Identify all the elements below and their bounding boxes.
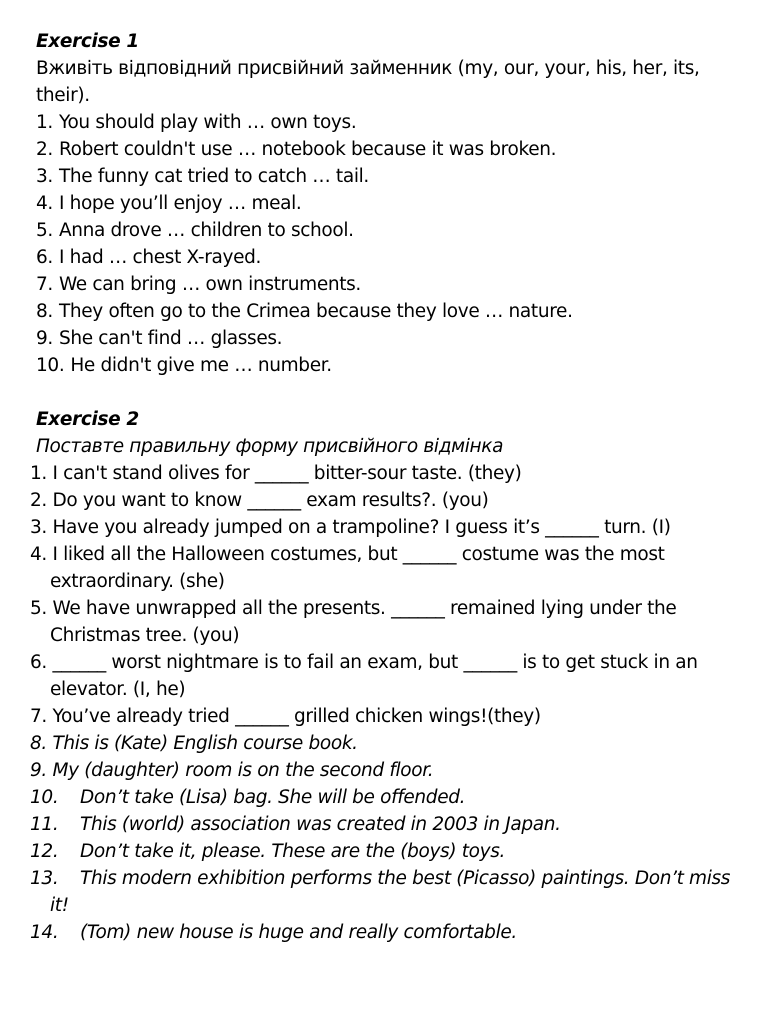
item-text: We can bring … own instruments. bbox=[58, 274, 361, 295]
list-item bbox=[30, 757, 751, 784]
item-number: 3. bbox=[30, 517, 47, 538]
item-text: My (daughter) room is on the second floor. bbox=[52, 760, 434, 781]
exercise-2-list bbox=[30, 460, 751, 946]
list-item bbox=[30, 811, 751, 838]
item-number: 2. bbox=[30, 490, 47, 511]
item-number: 6. bbox=[30, 652, 47, 673]
list-item bbox=[30, 784, 751, 811]
item-number: 1. bbox=[36, 112, 53, 133]
item-number: 7. bbox=[30, 706, 47, 727]
item-number: 9. bbox=[36, 328, 53, 349]
list-item bbox=[36, 298, 751, 325]
item-text: I hope you’ll enjoy … meal. bbox=[58, 193, 302, 214]
exercise-1-list bbox=[36, 109, 751, 379]
item-text: I liked all the Halloween costumes, but ______ costume was the most extraordinary. (she) bbox=[50, 544, 665, 592]
item-text: We have unwrapped all the presents. ______ remained lying under the Christmas tree. (you) bbox=[50, 598, 677, 646]
item-text: I had … chest X-rayed. bbox=[58, 247, 262, 268]
item-text: You’ve already tried ______ grilled chicken wings!(they) bbox=[52, 706, 541, 727]
item-number: 11. bbox=[30, 814, 59, 835]
exercise-1-instruction: Вживіть відповідний присвійний займенник (my, our, your, his, her, its, their). bbox=[36, 58, 700, 106]
item-number: 5. bbox=[36, 220, 53, 241]
item-text: She can't find … glasses. bbox=[58, 328, 283, 349]
item-number: 5. bbox=[30, 598, 47, 619]
exercise-2-title: Exercise 2 bbox=[36, 409, 139, 430]
list-item bbox=[30, 460, 751, 487]
item-number: 4. bbox=[36, 193, 53, 214]
list-item bbox=[36, 325, 751, 352]
item-text: This (world) association was created in 2003 in Japan. bbox=[80, 814, 561, 835]
item-number: 12. bbox=[30, 841, 59, 862]
item-number: 4. bbox=[30, 544, 47, 565]
item-text: Do you want to know ______ exam results?. (you) bbox=[52, 490, 489, 511]
item-number: 3. bbox=[36, 166, 53, 187]
item-text: This modern exhibition performs the best (Picasso) paintings. Don’t miss it! bbox=[50, 868, 731, 916]
item-text: The funny cat tried to catch … tail. bbox=[58, 166, 369, 187]
item-number: 14. bbox=[30, 922, 59, 943]
list-item bbox=[36, 271, 751, 298]
list-item bbox=[30, 838, 751, 865]
exercise-1 bbox=[36, 28, 751, 379]
item-number: 7. bbox=[36, 274, 53, 295]
list-item bbox=[30, 703, 751, 730]
item-text: Anna drove … children to school. bbox=[58, 220, 354, 241]
item-number: 10. bbox=[36, 355, 65, 376]
list-item bbox=[30, 595, 751, 649]
item-text: They often go to the Crimea because they love … nature. bbox=[58, 301, 573, 322]
item-text: He didn't give me … number. bbox=[70, 355, 332, 376]
list-item bbox=[30, 919, 751, 946]
list-item bbox=[36, 190, 751, 217]
section-spacer bbox=[36, 379, 751, 406]
exercise-1-title: Exercise 1 bbox=[36, 31, 139, 52]
item-number: 6. bbox=[36, 247, 53, 268]
item-text: Don’t take (Lisa) bag. She will be offended. bbox=[80, 787, 466, 808]
item-text: (Tom) new house is huge and really comfortable. bbox=[80, 922, 517, 943]
item-text: Have you already jumped on a trampoline? I guess it’s ______ turn. (I) bbox=[52, 517, 671, 538]
list-item bbox=[36, 217, 751, 244]
list-item bbox=[36, 352, 751, 379]
item-number: 13. bbox=[30, 868, 59, 889]
list-item bbox=[30, 514, 751, 541]
item-number: 10. bbox=[30, 787, 59, 808]
list-item bbox=[30, 865, 751, 919]
list-item bbox=[30, 541, 751, 595]
list-item bbox=[36, 163, 751, 190]
item-number: 8. bbox=[30, 733, 47, 754]
exercise-2-instruction: Поставте правильну форму присвійного відмінка bbox=[36, 436, 504, 457]
list-item bbox=[36, 244, 751, 271]
item-text: I can't stand olives for ______ bitter-sour taste. (they) bbox=[52, 463, 522, 484]
list-item bbox=[30, 649, 751, 703]
item-number: 9. bbox=[30, 760, 47, 781]
exercise-2 bbox=[30, 406, 751, 946]
item-text: Don’t take it, please. These are the (boys) toys. bbox=[80, 841, 506, 862]
list-item bbox=[30, 487, 751, 514]
list-item bbox=[36, 136, 751, 163]
item-number: 8. bbox=[36, 301, 53, 322]
item-text: You should play with … own toys. bbox=[58, 112, 357, 133]
item-text: This is (Kate) English course book. bbox=[52, 733, 358, 754]
list-item bbox=[36, 109, 751, 136]
worksheet-page bbox=[30, 28, 751, 946]
item-number: 1. bbox=[30, 463, 47, 484]
item-number: 2. bbox=[36, 139, 53, 160]
item-text: Robert couldn't use … notebook because it was broken. bbox=[58, 139, 557, 160]
item-text: ______ worst nightmare is to fail an exam, but ______ is to get stuck in an elevator. (I, he) bbox=[50, 652, 698, 700]
list-item bbox=[30, 730, 751, 757]
